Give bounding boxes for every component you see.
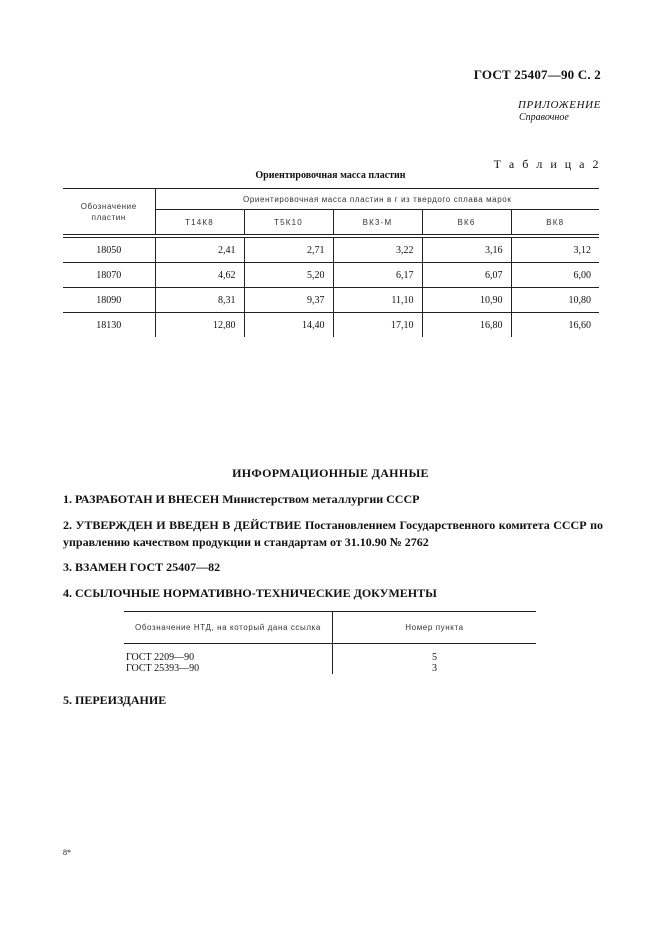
header-clause-number: Номер пункта xyxy=(333,612,537,644)
item-text: ПЕРЕИЗДАНИЕ xyxy=(75,693,167,707)
table-row xyxy=(124,663,536,674)
item-text: ССЫЛОЧНЫЕ НОРМАТИВНО-ТЕХНИЧЕСКИЕ ДОКУМЕНТЫ xyxy=(75,586,437,600)
mass-cell: 5,20 xyxy=(244,263,333,288)
header-grade: Т5К10 xyxy=(244,210,333,235)
ref-document: ГОСТ 2209—90 xyxy=(124,644,333,664)
ref-clause: 5 xyxy=(432,652,437,663)
mass-cell: 3,12 xyxy=(511,238,599,263)
item-text: РАЗРАБОТАН И ВНЕСЕН Министерством металлургии СССР xyxy=(75,492,420,506)
table-row xyxy=(63,238,599,263)
item-number: 3. xyxy=(63,560,72,574)
header-grade: ВК3-М xyxy=(333,210,422,235)
mass-cell: 6,00 xyxy=(511,263,599,288)
info-item-replaces xyxy=(63,559,603,576)
item-text: ВЗАМЕН ГОСТ 25407—82 xyxy=(75,560,221,574)
item-number: 2. xyxy=(63,518,72,532)
info-item-approved xyxy=(63,517,603,551)
mass-cell: 14,40 xyxy=(244,313,333,338)
table-title: Ориентировочная масса пластин xyxy=(255,170,406,181)
info-item-developed xyxy=(63,491,603,508)
info-section-title: ИНФОРМАЦИОННЫЕ ДАННЫЕ xyxy=(232,466,429,480)
table-row xyxy=(124,644,536,664)
mass-cell: 16,80 xyxy=(422,313,511,338)
item-number: 1. xyxy=(63,492,72,506)
appendix-label: ПРИЛОЖЕНИЕ xyxy=(518,99,601,111)
ref-document: ГОСТ 25393—90 xyxy=(124,663,333,674)
mass-cell: 2,41 xyxy=(155,238,244,263)
mass-cell: 16,60 xyxy=(568,319,591,331)
header-grade: ВК8 xyxy=(511,210,599,235)
table-row xyxy=(63,288,599,313)
plate-designation: 18070 xyxy=(63,263,155,288)
item-number: 5. xyxy=(63,693,72,707)
mass-cell: 3,22 xyxy=(333,238,422,263)
mass-cell: 10,80 xyxy=(511,288,599,313)
plate-designation: 18090 xyxy=(63,288,155,313)
references-table xyxy=(124,611,536,674)
mass-cell: 8,31 xyxy=(155,288,244,313)
item-number: 4. xyxy=(63,586,72,600)
mass-cell: 10,90 xyxy=(422,288,511,313)
table-number: Т а б л и ц а 2 xyxy=(493,157,601,171)
header-grade: ВК6 xyxy=(422,210,511,235)
mass-cell: 12,80 xyxy=(155,313,244,338)
header-ntd-designation: Обозначение НТД, на который дана ссылка xyxy=(124,612,333,644)
header-mass-group: Ориентировочная масса пластин в г из твердого сплава марок xyxy=(155,189,599,210)
plate-designation: 18130 xyxy=(63,313,155,338)
mass-cell: 17,10 xyxy=(333,313,422,338)
document-reference: ГОСТ 25407—90 С. 2 xyxy=(473,67,601,82)
mass-cell: 6,07 xyxy=(422,263,511,288)
mass-cell: 11,10 xyxy=(333,288,422,313)
mass-cell: 9,37 xyxy=(244,288,333,313)
mass-cell: 6,17 xyxy=(333,263,422,288)
appendix-note: Справочное xyxy=(519,112,569,123)
mass-cell: 3,16 xyxy=(422,238,511,263)
mass-cell: 2,71 xyxy=(244,238,333,263)
table-row xyxy=(63,263,599,288)
mass-cell: 4,62 xyxy=(155,263,244,288)
ref-clause: 3 xyxy=(432,663,437,674)
plate-designation: 18050 xyxy=(63,238,155,263)
table-row xyxy=(63,313,599,338)
page-footnote: 8* xyxy=(63,848,71,857)
item-text: УТВЕРЖДЕН И ВВЕДЕН В ДЕЙСТВИЕ Постановлением Государственного комитета СССР по управлению качеством продукции и стандартам от 31.10.90 № 2762 xyxy=(63,518,604,549)
header-grade: Т14К8 xyxy=(155,210,244,235)
plate-mass-table xyxy=(63,188,599,337)
header-designation: Обозначение пластин xyxy=(63,189,155,235)
info-item-references xyxy=(63,585,603,602)
info-item-reissue xyxy=(63,692,603,709)
